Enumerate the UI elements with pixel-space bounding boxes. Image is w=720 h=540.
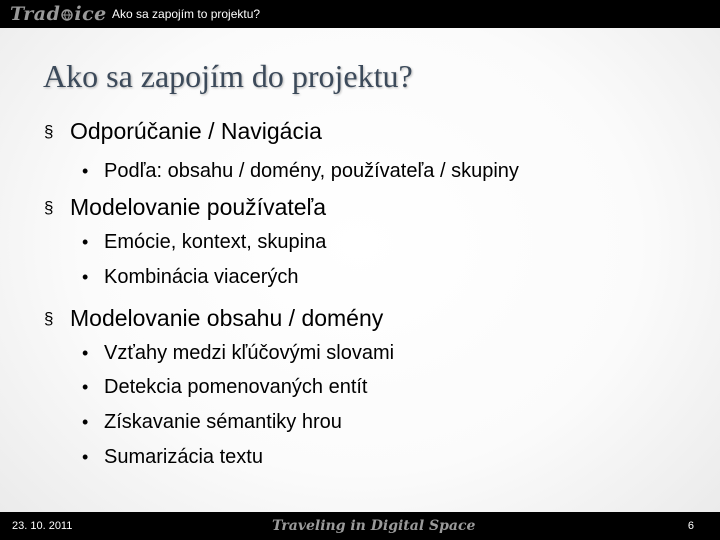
page-number: 6 [687,520,694,532]
dot-bullet-icon: • [82,343,89,363]
header-bar [0,0,720,28]
footer-bar [0,512,720,540]
section-bullet-icon: § [44,309,54,328]
dot-bullet-icon: • [82,267,89,287]
dot-bullet-icon: • [82,161,89,181]
sub-bullet-item: • Získavanie sémantiky hrou [82,411,342,433]
footer-tagline: Traveling in Digital Space [272,518,476,534]
bullet-item: § Modelovanie používateľa [44,194,327,220]
dot-bullet-icon: • [82,377,89,397]
sub-bullet-item: • Podľa: obsahu / domény, používateľa / skupiny [82,160,519,182]
traddice-logo: Trad ice [10,1,107,27]
dot-bullet-icon: • [82,412,89,432]
section-bullet-icon: § [44,198,54,217]
sub-bullet-item: • Detekcia pomenovaných entít [82,376,368,398]
sub-bullet-item: • Emócie, kontext, skupina [82,231,327,253]
sub-bullet-item: • Vzťahy medzi kľúčovými slovami [82,342,395,364]
globe-icon [61,2,73,28]
section-bullet-icon: § [44,122,54,141]
sub-bullet-item: • Sumarizácia textu [82,446,263,468]
dot-bullet-icon: • [82,232,89,252]
header-subtitle: Ako sa zapojím to projektu? [112,7,261,21]
bullet-item: § Odporúčanie / Navigácia [44,118,322,144]
bullet-item: § Modelovanie obsahu / domény [44,305,384,331]
sub-bullet-item: • Kombinácia viacerých [82,266,299,288]
footer-date: 23. 10. 2011 [12,520,73,532]
dot-bullet-icon: • [82,447,89,467]
slide-title: Ako sa zapojím do projektu? [43,58,413,94]
